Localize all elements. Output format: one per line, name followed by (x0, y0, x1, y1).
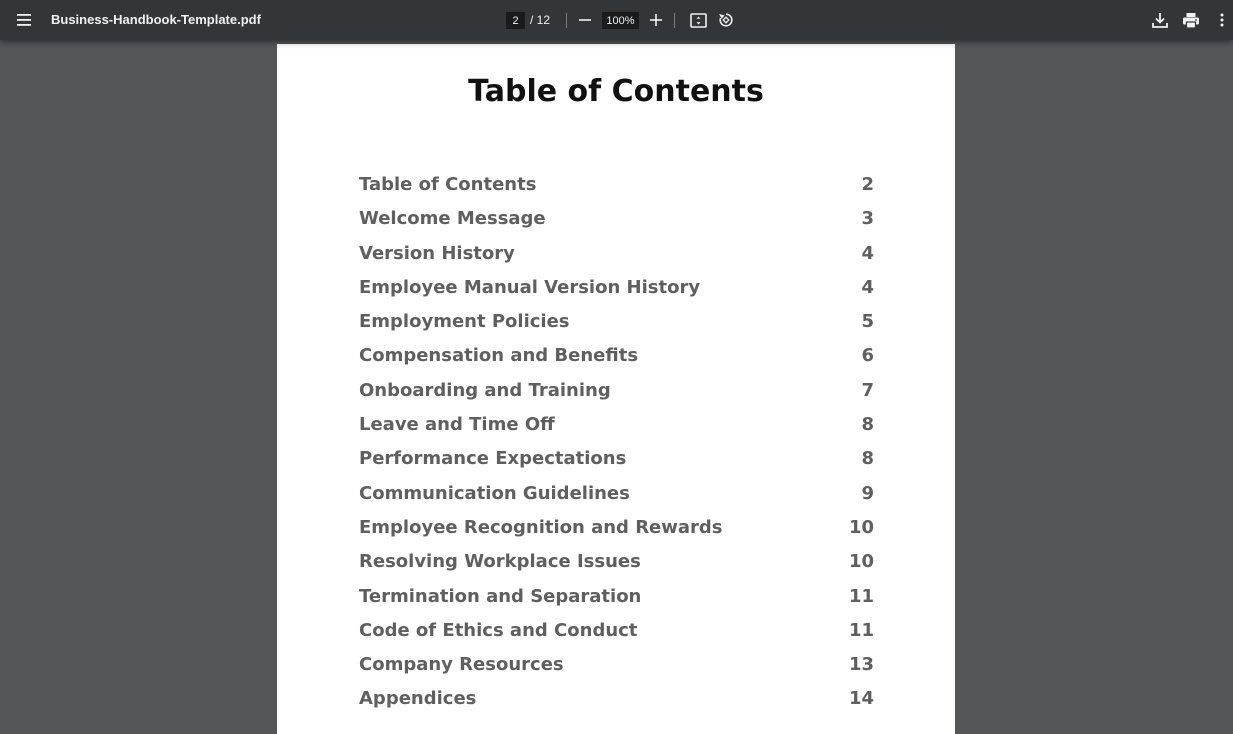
pdf-page (277, 44, 955, 734)
toc-entry[interactable] (359, 208, 874, 242)
toc-entry-page: 6 (861, 345, 874, 367)
document-title: Business-Handbook-Template.pdf (51, 12, 261, 27)
toc-entry-label: Termination and Separation (359, 585, 642, 607)
toc-entry-page: 4 (861, 276, 874, 298)
toc-entry-label: Appendices (359, 688, 477, 710)
toc-entry-label: Compensation and Benefits (359, 345, 639, 367)
toc-entry-page: 8 (861, 448, 874, 470)
toolbar-divider (674, 13, 675, 28)
toc-entry-label: Table of Contents (359, 174, 537, 195)
toc-entry-page: 11 (848, 619, 874, 641)
toc-entry-label: Employee Recognition and Rewards (359, 516, 723, 538)
toc-entry-page: 10 (848, 516, 874, 538)
print-button[interactable] (1177, 6, 1205, 34)
fit-to-page-icon (690, 13, 707, 28)
toc-entry-page: 9 (861, 482, 874, 504)
hamburger-menu-icon[interactable] (10, 6, 38, 34)
toc-entry[interactable] (359, 483, 874, 517)
more-vertical-icon (1220, 13, 1224, 27)
toc-entry-label: Employment Policies (359, 311, 570, 333)
toc-entry[interactable] (359, 551, 874, 585)
toc-entry-page: 2 (861, 174, 874, 195)
toc-entry[interactable] (359, 311, 874, 345)
toc-entry[interactable] (359, 243, 874, 277)
toc-entry-page: 3 (861, 208, 874, 230)
toc-entry[interactable] (359, 277, 874, 311)
zoom-out-button[interactable] (571, 6, 599, 34)
toc-list (359, 174, 874, 723)
toc-entry[interactable] (359, 517, 874, 551)
print-icon (1182, 12, 1200, 29)
download-button[interactable] (1146, 6, 1174, 34)
fit-to-page-button[interactable] (684, 6, 712, 34)
toc-entry[interactable] (359, 414, 874, 448)
rotate-icon (718, 12, 734, 28)
pdf-toolbar (0, 0, 1233, 40)
toc-entry-label: Performance Expectations (359, 448, 627, 470)
download-icon (1151, 11, 1169, 29)
toc-entry-label: Company Resources (359, 654, 564, 676)
page-total: / 12 (530, 13, 551, 27)
zoom-in-button[interactable] (642, 6, 670, 34)
toc-entry-page: 14 (848, 688, 874, 710)
toc-entry-label: Onboarding and Training (359, 379, 611, 401)
toc-entry[interactable] (359, 448, 874, 482)
toc-entry-page: 5 (861, 311, 874, 333)
toc-entry[interactable] (359, 654, 874, 688)
toc-entry-label: Employee Manual Version History (359, 276, 701, 298)
plus-icon (649, 13, 663, 27)
toc-entry-label: Leave and Time Off (359, 414, 555, 436)
toc-entry-label: Communication Guidelines (359, 482, 630, 504)
toc-entry[interactable] (359, 620, 874, 654)
toc-entry[interactable] (359, 174, 874, 208)
toc-entry-label: Code of Ethics and Conduct (359, 619, 638, 641)
toc-entry[interactable] (359, 380, 874, 414)
toc-entry-page: 13 (848, 654, 874, 676)
toc-entry-label: Resolving Workplace Issues (359, 551, 641, 573)
page-number-input[interactable] (506, 12, 525, 29)
toolbar-divider (566, 13, 567, 28)
toc-entry[interactable] (359, 586, 874, 620)
toc-entry-page: 4 (861, 242, 874, 264)
toc-entry-page: 10 (848, 551, 874, 573)
toc-entry[interactable] (359, 345, 874, 379)
toc-entry-page: 8 (861, 414, 874, 436)
rotate-button[interactable] (712, 6, 740, 34)
toc-entry-page: 11 (848, 585, 874, 607)
toc-entry-page: 7 (861, 379, 874, 401)
minus-icon (578, 13, 592, 27)
more-options-button[interactable] (1208, 6, 1233, 34)
toc-entry-label: Welcome Message (359, 208, 546, 230)
zoom-input[interactable] (602, 12, 639, 29)
page-heading: Table of Contents (468, 74, 764, 109)
toc-entry[interactable] (359, 688, 874, 722)
toc-entry-label: Version History (359, 242, 515, 264)
